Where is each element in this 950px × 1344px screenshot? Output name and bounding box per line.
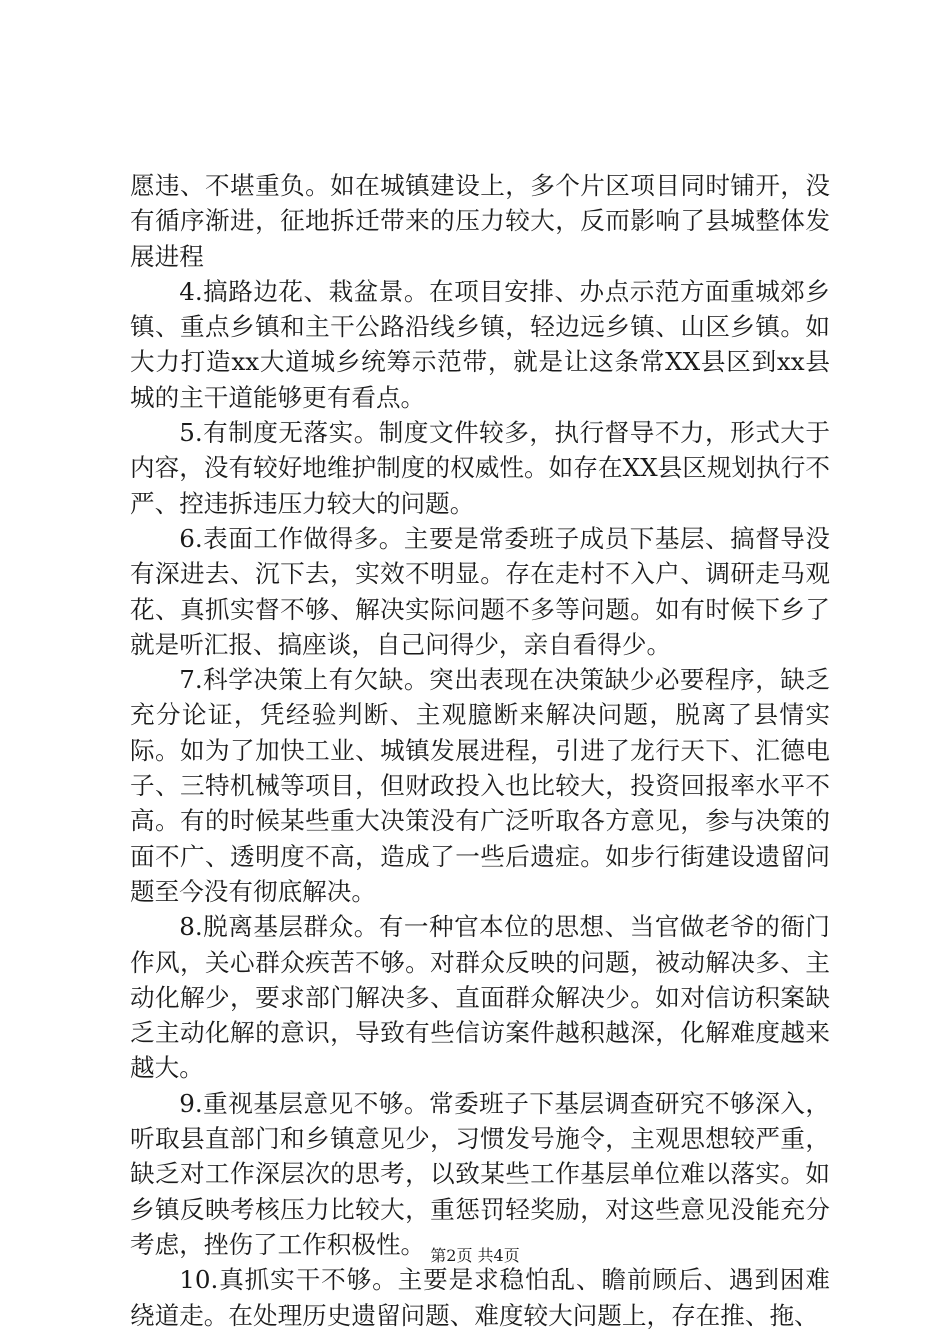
paragraph-item-7: 7.科学决策上有欠缺。突出表现在决策缺少必要程序，缺乏充分论证，凭经验判断、主观臆断来解决问题，脱离了县情实际。如为了加快工业、城镇发展进程，引进了龙行天下、汇德电子、三特机械等项目，但财政投入也比较大，投资回报率水平不高。有的时候某些重大决策没有广泛听取各方意见，参与决策的面不广、透明度不高，造成了一些后遗症。如步行街建设遗留问题至今没有彻底解决。: [130, 665, 830, 906]
paragraph-item-4: 4.搞路边花、栽盆景。在项目安排、办点示范方面重城郊乡镇、重点乡镇和主干公路沿线乡镇，轻边远乡镇、山区乡镇。如大力打造xx大道城乡统筹示范带，就是让这条常XX县区到xx县城的主干道能够更有看点。: [130, 276, 830, 412]
page-number-footer: 第2页 共4页: [430, 1246, 520, 1265]
paragraph-item-8: 8.脱离基层群众。有一种官本位的思想、当官做老爷的衙门作风，关心群众疾苦不够。对群众反映的问题，被动解决多、主动化解少，要求部门解决多、直面群众解决少。如对信访积案缺乏主动化解的意识，导致有些信访案件越积越深，化解难度越来越大。: [130, 912, 830, 1083]
paragraph-item-5: 5.有制度无落实。制度文件较多，执行督导不力，形式大于内容，没有较好地维护制度的权威性。如存在XX县区规划执行不严、控违拆违压力较大的问题。: [130, 418, 830, 518]
document-body: [130, 168, 830, 1333]
paragraph-item-10: 10.真抓实干不够。主要是求稳怕乱、瞻前顾后、遇到困难绕道走。在处理历史遗留问题、难度较大问题上，存在推、拖、: [130, 1265, 830, 1330]
paragraph-continuation: 愿违、不堪重负。如在城镇建设上，多个片区项目同时铺开，没有循序渐进，征地拆迁带来的压力较大，反而影响了县城整体发展进程: [130, 171, 830, 271]
paragraph-item-6: 6.表面工作做得多。主要是常委班子成员下基层、搞督导没有深进去、沉下去，实效不明显。存在走村不入户、调研走马观花、真抓实督不够、解决实际问题不多等问题。如有时候下乡了就是听汇报、搞座谈，自己问得少，亲自看得少。: [130, 523, 830, 659]
paragraph-item-9: 9.重视基层意见不够。常委班子下基层调查研究不够深入，听取县直部门和乡镇意见少，习惯发号施令，主观思想较严重，缺乏对工作深层次的思考，以致某些工作基层单位难以落实。如乡镇反映考核压力比较大，重惩罚轻奖励，对这些意见没能充分考虑，挫伤了工作积极性。: [130, 1088, 830, 1259]
